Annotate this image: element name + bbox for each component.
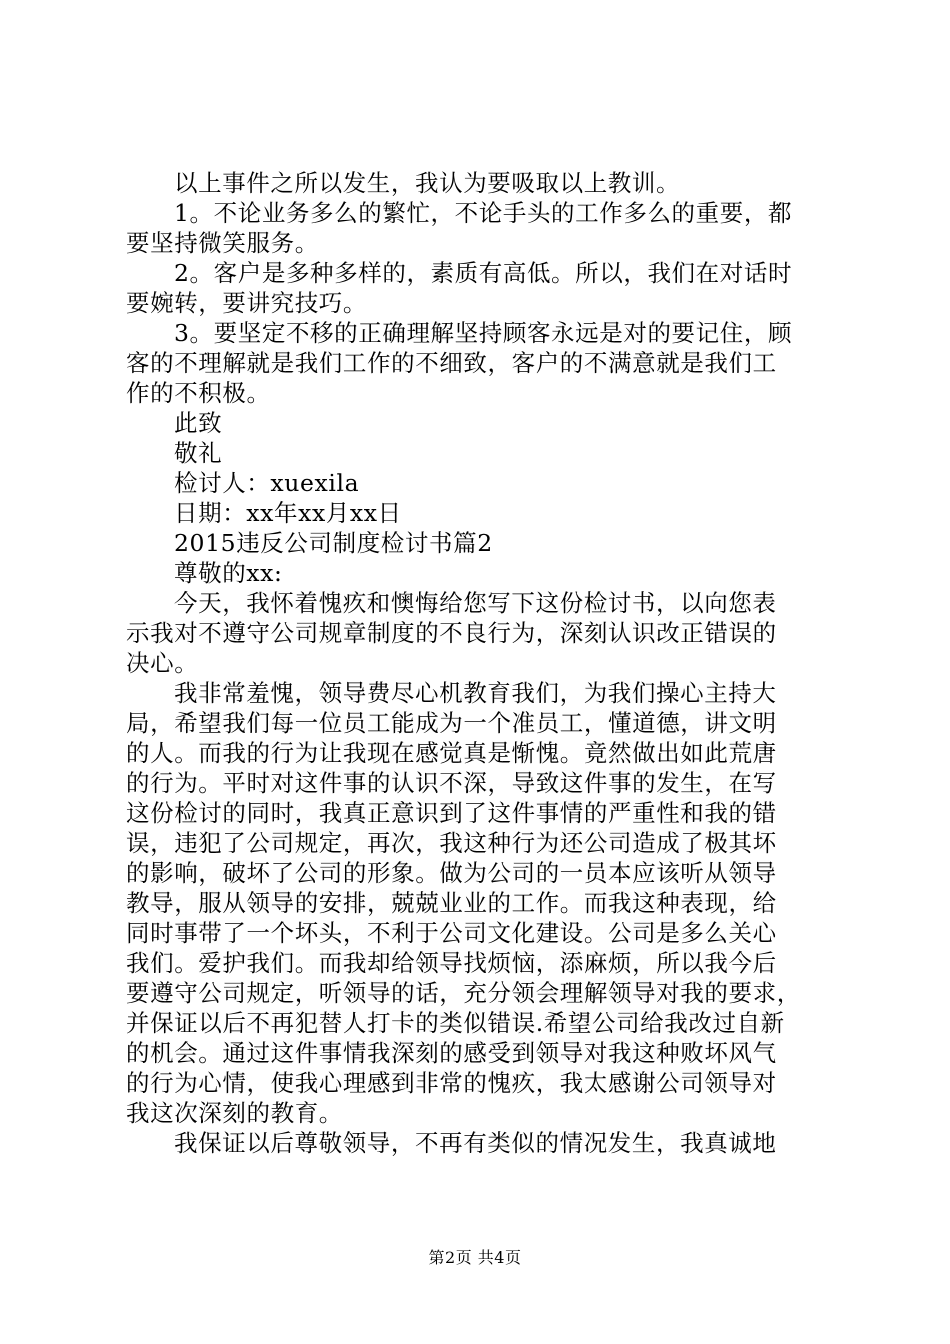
text-line: 的行为。平时对这件事的认识不深，导致这件事的发生，在写 [126, 769, 777, 797]
text-line: 今天，我怀着愧疚和懊悔给您写下这份检讨书，以向您表 [174, 589, 777, 617]
text-line: 3。要坚定不移的正确理解坚持顾客永远是对的要记住，顾 [174, 319, 793, 347]
document-body [126, 168, 836, 1158]
text-line: 2。客户是多种多样的，素质有高低。所以，我们在对话时 [174, 259, 793, 287]
text-line: 的影响，破坏了公司的形象。做为公司的一员本应该听从领导 [126, 859, 777, 887]
text-line: 作的不积极。 [126, 379, 271, 407]
text-line: 2015违反公司制度检讨书篇2 [174, 529, 493, 557]
text-line: 示我对不遵守公司规章制度的不良行为，深刻认识改正错误的 [126, 619, 777, 647]
text-line: 此致 [174, 409, 223, 437]
text-line: 误，违犯了公司规定，再次，我这种行为还公司造成了极其坏 [126, 829, 777, 857]
text-line: 同时事带了一个坏头，不利于公司文化建设。公司是多么关心 [126, 919, 777, 947]
text-line: 尊敬的xx: [174, 559, 283, 587]
text-line: 日期：xx年xx月xx日 [174, 499, 402, 527]
text-line: 1。不论业务多么的繁忙，不论手头的工作多么的重要，都 [174, 199, 793, 227]
text-line: 客的不理解就是我们工作的不细致，客户的不满意就是我们工 [126, 349, 777, 377]
text-line: 的人。而我的行为让我现在感觉真是惭愧。竟然做出如此荒唐 [126, 739, 777, 767]
text-line: 要坚持微笑服务。 [126, 229, 319, 257]
text-line: 我保证以后尊敬领导，不再有类似的情况发生，我真诚地 [174, 1129, 777, 1157]
text-line: 的行为心情，使我心理感到非常的愧疚，我太感谢公司领导对 [126, 1069, 777, 1097]
text-line: 我这次深刻的教育。 [126, 1099, 343, 1127]
text-line: 要遵守公司规定，听领导的话，充分领会理解领导对我的要求， [126, 979, 801, 1007]
text-line: 我非常羞愧，领导费尽心机教育我们，为我们操心主持大 [174, 679, 777, 707]
text-line: 我们。爱护我们。而我却给领导找烦恼，添麻烦，所以我今后 [126, 949, 777, 977]
text-line: 检讨人：xuexila [174, 469, 360, 497]
text-line: 要婉转，要讲究技巧。 [126, 289, 367, 317]
text-line: 局，希望我们每一位员工能成为一个准员工，懂道德，讲文明 [126, 709, 777, 737]
text-line: 敬礼 [174, 439, 223, 467]
text-line: 这份检讨的同时，我真正意识到了这件事情的严重性和我的错 [126, 799, 777, 827]
text-line: 以上事件之所以发生，我认为要吸取以上教训。 [174, 169, 681, 197]
text-line: 的机会。通过这件事情我深刻的感受到领导对我这种败坏风气 [126, 1039, 777, 1067]
page-footer: 第2页 共4页 [428, 1248, 522, 1267]
text-line: 决心。 [126, 649, 199, 677]
text-line: 并保证以后不再犯替人打卡的类似错误.希望公司给我改过自新 [126, 1009, 785, 1037]
text-line: 教导，服从领导的安排，兢兢业业的工作。而我这种表现，给 [126, 889, 777, 917]
